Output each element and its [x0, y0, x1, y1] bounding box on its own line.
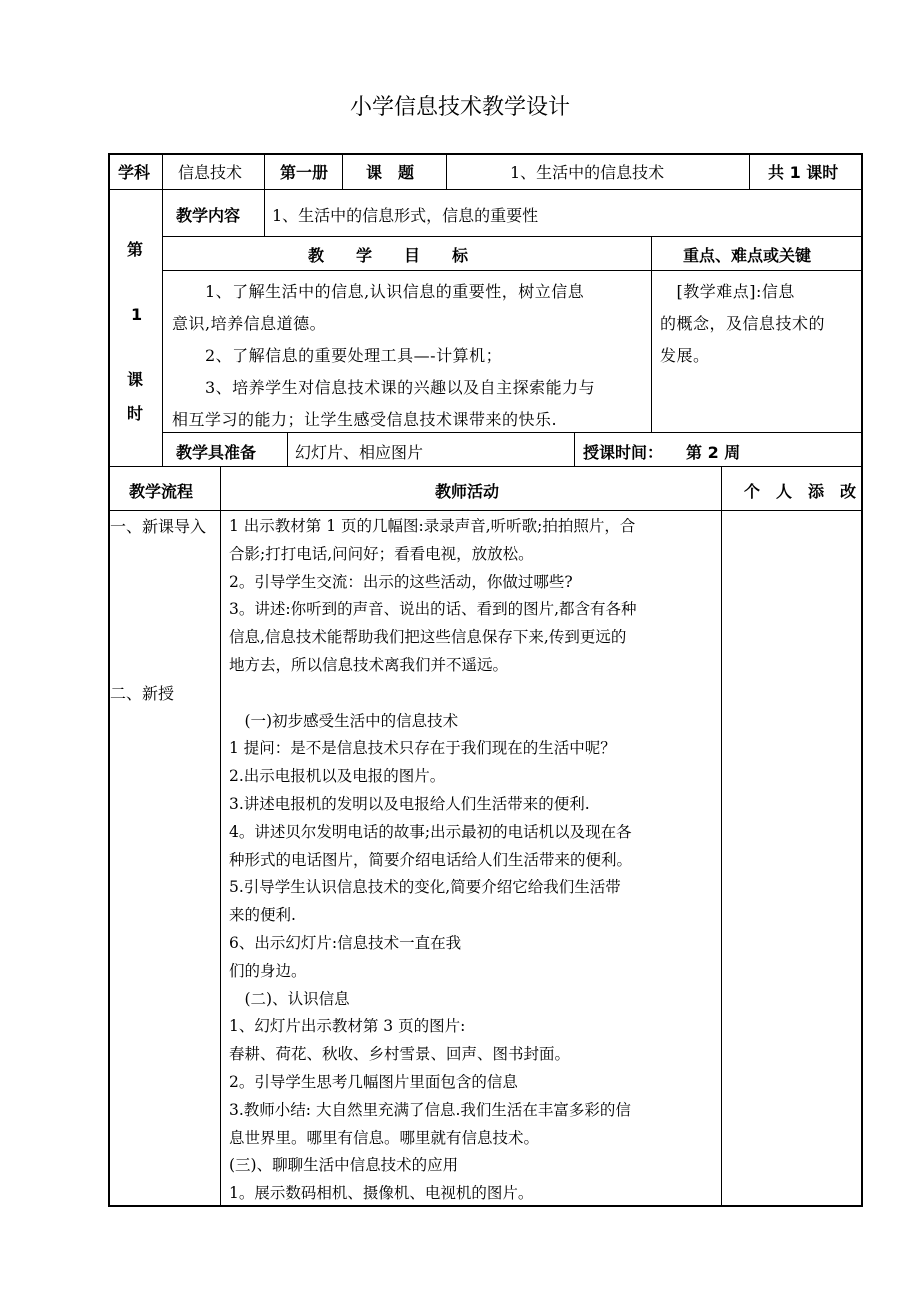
content-label: 教学内容: [176, 206, 241, 225]
row-rule: [109, 189, 862, 190]
activity-line: 3.讲述电报机的发明以及电报给人们生活带来的便利.: [229, 794, 590, 813]
activity-line: 息世界里。哪里有信息。哪里就有信息技术。: [229, 1128, 540, 1147]
time-label: 授课时间：: [583, 443, 664, 462]
lesson-number-label: 1: [131, 305, 143, 324]
subject-value: 信息技术: [178, 163, 243, 182]
teacher-activity: [229, 513, 637, 1208]
activity-line: 1。展示数码相机、摄像机、电视机的图片。: [229, 1184, 534, 1203]
goals-line: 相互学习的能力；让学生感受信息技术课带来的快乐.: [172, 410, 558, 429]
activity-line: 春耕、荷花、秋收、乡村雪景、回声、图书封面。: [229, 1045, 571, 1064]
process-header: 教学流程: [129, 482, 194, 501]
prep-value: 幻灯片、相应图片: [295, 443, 424, 462]
document-title: 小学信息技术教学设计: [349, 95, 570, 120]
col-rule: [287, 432, 288, 466]
activity-line: 5.引导学生认识信息技术的变化,简要介绍它给我们生活带: [229, 878, 621, 897]
activity-line: (二)、认识信息: [229, 989, 350, 1008]
goals-line: 意识,培养信息道德。: [172, 314, 327, 333]
col-rule: [651, 236, 652, 432]
col-rule: [749, 155, 750, 189]
subject-label: 学科: [118, 163, 151, 182]
topic-value: 1、生活中的信息技术: [510, 163, 665, 182]
activity-line: 来的便利.: [229, 906, 296, 925]
content-value: 1、生活中的信息形式，信息的重要性: [272, 206, 539, 225]
focus-line: 的概念，及信息技术的: [660, 314, 826, 333]
goals-header: 教 学 目 标: [308, 246, 469, 265]
activity-line: 2。引导学生交流：出示的这些活动，你做过哪些?: [229, 572, 573, 591]
total-hours: 共 1 课时: [768, 163, 839, 182]
activity-line: 种形式的电话图片，简要介绍电话给人们生活带来的便利。: [229, 850, 633, 869]
focus-text: [660, 276, 825, 372]
activity-line: 2。引导学生思考几幅图片里面包含的信息: [229, 1072, 518, 1091]
stage-label: 二、新授: [110, 684, 175, 703]
time-value: 第 2 周: [686, 443, 741, 462]
activity-line: 地方去，所以信息技术离我们并不遥远。: [229, 655, 509, 674]
activity-line: 4。讲述贝尔发明电话的故事;出示最初的电话机以及现在各: [229, 822, 632, 841]
col-rule: [162, 155, 163, 466]
lesson-number-label: 第: [127, 240, 144, 259]
activity-header: 教师活动: [435, 482, 500, 501]
col-rule: [264, 155, 265, 236]
focus-header: 重点、难点或关键: [683, 246, 812, 265]
topic-label: 课 题: [366, 163, 415, 182]
goals-text: [172, 276, 595, 436]
activity-line: 1 出示教材第 1 页的几幅图:录录声音,听听歌;拍拍照片，合: [229, 517, 636, 535]
activity-line: 1、幻灯片出示教材第 3 页的图片:: [229, 1017, 466, 1036]
focus-line: 发展。: [660, 346, 710, 365]
lesson-number-label: 时: [127, 404, 144, 423]
col-rule: [721, 466, 722, 1206]
col-rule: [446, 155, 447, 189]
activity-line: 1 提问：是不是信息技术只存在于我们现在的生活中呢？: [229, 739, 616, 758]
goals-line: 2、了解信息的重要处理工具—-计算机；: [172, 346, 503, 365]
col-rule: [220, 466, 221, 1206]
activity-line: (一)初步感受生活中的信息技术: [229, 711, 459, 730]
activity-line: 合影;打打电话,问问好；看看电视，放放松。: [229, 544, 534, 563]
activity-line: 信息,信息技术能帮助我们把这些信息保存下来,传到更远的: [229, 628, 627, 647]
notes-header: 个 人 添 改: [744, 482, 857, 501]
volume-label: 第一册: [280, 163, 329, 182]
activity-line: 3。讲述:你听到的声音、说出的话、看到的图片,都含有各种: [229, 600, 637, 619]
row-rule: [109, 466, 862, 467]
activity-line: 3.教师小结: 大自然里充满了信息.我们生活在丰富多彩的信: [229, 1100, 631, 1119]
activity-line: (三)、聊聊生活中信息技术的应用: [229, 1156, 459, 1175]
activity-line: [229, 680, 637, 708]
activity-line: 2.出示电报机以及电报的图片。: [229, 767, 446, 786]
row-rule: [109, 510, 862, 511]
row-rule: [162, 270, 862, 271]
col-rule: [342, 155, 343, 189]
activity-line: 们的身边。: [229, 961, 307, 980]
stage-label: 一、新课导入: [110, 517, 207, 536]
lesson-number-label: 课: [127, 370, 144, 389]
activity-line: 6、出示幻灯片:信息技术一直在我: [229, 933, 462, 952]
goals-line: 3、培养学生对信息技术课的兴趣以及自主探索能力与: [172, 378, 596, 397]
goals-line: 1、了解生活中的信息,认识信息的重要性，树立信息: [172, 282, 585, 301]
prep-label: 教学具准备: [176, 443, 257, 462]
focus-line: [教学难点]:信息: [660, 282, 795, 301]
col-rule: [574, 432, 575, 466]
row-rule: [162, 236, 862, 237]
